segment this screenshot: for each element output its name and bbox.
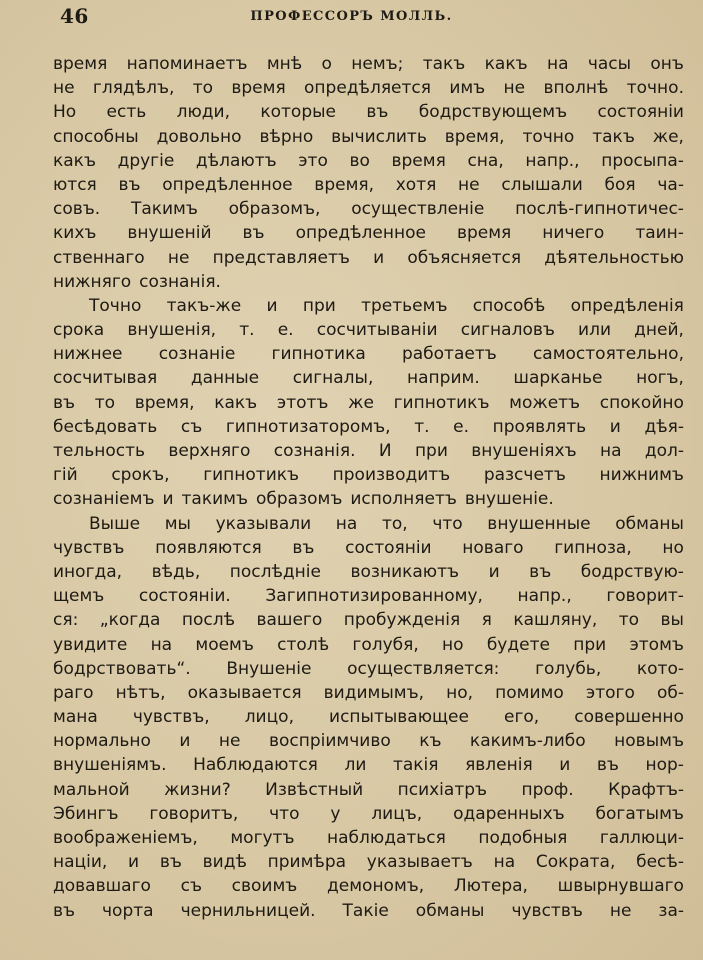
word: то,: [381, 513, 408, 534]
word: время,: [444, 126, 505, 147]
word: указываетъ: [366, 852, 473, 873]
word: и: [609, 416, 621, 437]
text-line: [53, 197, 684, 221]
word: вполнѣ: [543, 78, 609, 99]
word: довавшаго: [53, 876, 151, 897]
word: Эбингъ: [53, 803, 119, 824]
word: образомъ,: [228, 199, 321, 220]
word: бодрствую-: [580, 561, 684, 582]
word: послѣдніе: [229, 561, 321, 582]
word: напр.,: [525, 150, 580, 171]
word: и: [488, 561, 500, 582]
word: таин-: [635, 223, 684, 244]
word: щемъ: [53, 586, 105, 607]
text-line: [53, 729, 684, 753]
word: Выше: [89, 513, 141, 534]
word: послѣ-гипнотичес-: [515, 199, 684, 220]
word: дѣлаютъ: [195, 150, 277, 171]
word: данные: [190, 368, 260, 389]
word: на: [493, 852, 516, 873]
word: въ: [118, 174, 141, 195]
text-line: [53, 173, 684, 197]
word: этого: [585, 682, 635, 703]
word: что: [269, 803, 300, 824]
word: довольно: [156, 126, 242, 147]
word: на: [150, 634, 173, 655]
word: т.: [414, 416, 430, 437]
word: то: [94, 392, 116, 413]
word: психіатръ: [397, 779, 488, 800]
word: внушеніямъ.: [53, 755, 167, 776]
word: ственнаго: [53, 247, 145, 268]
word: и: [128, 852, 140, 873]
text-line: [53, 657, 684, 681]
word: же: [348, 392, 374, 413]
word: возникаютъ: [350, 561, 460, 582]
page-number: 46: [60, 4, 89, 28]
text-line: [53, 753, 684, 777]
text-line: [53, 125, 684, 149]
word: точно: [522, 126, 575, 147]
word: при: [302, 295, 336, 316]
word: лицо,: [244, 707, 294, 728]
word: же,: [652, 126, 684, 147]
word: время,: [134, 392, 195, 413]
word: вѣрно: [259, 126, 314, 147]
text-line: [53, 778, 684, 802]
word: за-: [658, 900, 684, 921]
word: говоритъ,: [149, 803, 239, 824]
text-line: [53, 415, 684, 439]
word: ли: [344, 755, 367, 776]
text-line: [53, 899, 684, 923]
word: проф.: [521, 779, 574, 800]
word: тельность: [53, 441, 146, 461]
word: какимъ-либо: [469, 731, 586, 752]
word: не: [218, 731, 241, 752]
text-line: [53, 149, 684, 173]
word: этомъ: [629, 634, 684, 655]
word: нижнимъ: [599, 465, 684, 486]
text-line: [53, 76, 684, 100]
word: обманы: [415, 900, 485, 921]
word: мальной: [53, 779, 130, 800]
word: этотъ: [276, 392, 329, 413]
text-line: [53, 439, 684, 463]
word: голубь,: [535, 658, 602, 679]
word: шарканье: [513, 368, 603, 389]
word: и: [373, 247, 385, 268]
word: въ: [159, 852, 182, 873]
word: часы: [587, 54, 632, 74]
word: т.: [239, 320, 255, 341]
word: могутъ: [230, 828, 295, 848]
word: состояніи: [597, 102, 684, 123]
word: об-: [656, 682, 684, 703]
word: какъ: [53, 150, 96, 171]
word: чернильницей.: [180, 900, 316, 921]
word: проявлять: [492, 416, 587, 437]
word: е.: [453, 416, 469, 437]
word: чорта: [102, 900, 154, 921]
word: у: [330, 803, 341, 824]
word: работаетъ: [401, 344, 497, 365]
word: кашляну,: [513, 610, 598, 631]
word: Но: [53, 102, 77, 123]
word: при: [414, 441, 448, 461]
word: И: [378, 441, 392, 461]
word: сигналы,: [292, 368, 374, 389]
word: въ: [53, 392, 76, 413]
word: раго: [53, 682, 94, 703]
word: наблюдаться: [327, 828, 446, 848]
word: вашего: [256, 610, 323, 631]
word: состояніи.: [138, 586, 231, 607]
word: опредѣляется: [304, 78, 431, 99]
word: въ: [242, 223, 265, 244]
word: бесѣдовать: [53, 416, 158, 437]
word: совъ.: [53, 199, 101, 220]
word: въ: [292, 537, 315, 558]
word: способны: [53, 126, 139, 147]
word: это: [298, 150, 328, 171]
word: сна,: [467, 150, 504, 171]
word: образомъ: [256, 489, 343, 510]
word: „когда: [99, 610, 161, 631]
word: ются: [53, 174, 97, 195]
word: въ: [529, 561, 552, 582]
word: испытывающее: [329, 707, 469, 728]
word: сознаніемъ: [53, 489, 155, 510]
word: такъ: [422, 54, 466, 74]
word: пробужденія: [343, 610, 461, 631]
word: сознанія.: [139, 271, 221, 292]
word: чувствъ,: [132, 707, 210, 728]
word: самостоятельно,: [532, 344, 684, 365]
text-line: [53, 463, 684, 487]
word: видимымъ,: [323, 682, 425, 703]
word: исполняетъ: [350, 489, 457, 510]
word: не: [609, 900, 632, 921]
word: новымъ: [614, 731, 684, 752]
word: внушеній: [127, 223, 212, 244]
word: богатымъ: [595, 803, 684, 824]
word: на: [335, 513, 358, 534]
word: иногда,: [53, 561, 123, 582]
word: ся:: [53, 610, 79, 631]
text-line: [53, 52, 684, 76]
word: слышали: [501, 174, 583, 195]
text-line: [53, 487, 684, 511]
word: просыпа-: [601, 150, 684, 171]
word: гипноза,: [554, 537, 632, 558]
word: такія: [392, 755, 439, 776]
text-line: [53, 366, 684, 390]
word: немъ;: [351, 54, 404, 74]
word: срокъ,: [111, 465, 170, 486]
word: гипнотика: [271, 344, 366, 365]
word: есть: [106, 102, 147, 123]
word: осуществленіе: [351, 199, 485, 220]
word: способѣ: [472, 295, 546, 316]
word: жизни?: [164, 779, 231, 800]
word: націи,: [53, 852, 108, 873]
word: оказывается: [187, 682, 302, 703]
word: внушенные: [487, 513, 591, 534]
word: вычислить: [331, 126, 427, 147]
text-line: [53, 874, 684, 898]
word: Такіе: [342, 900, 389, 921]
word: гипнотикъ: [393, 392, 490, 413]
word: другіе: [117, 150, 175, 171]
word: Точно: [89, 295, 142, 316]
word: люди,: [176, 102, 230, 123]
word: кихъ: [53, 223, 97, 244]
text-line: [53, 536, 684, 560]
word: е.: [277, 320, 294, 341]
word: на: [599, 441, 622, 461]
word: не: [53, 78, 75, 99]
word: нѣтъ,: [115, 682, 166, 703]
word: не: [458, 174, 480, 195]
word: напр.,: [517, 586, 572, 607]
word: время: [456, 223, 512, 244]
word: обманы: [615, 513, 684, 534]
word: которые: [260, 102, 336, 123]
word: что: [432, 513, 463, 534]
word: послѣ: [181, 610, 235, 631]
word: сигналовъ: [460, 320, 555, 341]
text-line: [53, 850, 684, 874]
word: время: [53, 54, 108, 74]
word: во: [349, 150, 370, 171]
text-line: [53, 681, 684, 705]
word: Внушеніе: [226, 658, 312, 679]
word: производитъ: [332, 465, 451, 486]
word: помимо: [495, 682, 564, 703]
word: не: [503, 78, 526, 99]
word: и: [162, 489, 174, 510]
word: новаго: [462, 537, 524, 558]
word: въ: [53, 900, 76, 921]
word: вы: [660, 610, 684, 631]
text-line: [53, 802, 684, 826]
word: то: [618, 610, 640, 631]
word: своимъ: [231, 876, 298, 897]
word: швырнувшаго: [557, 876, 684, 897]
word: указывали: [215, 513, 312, 534]
word: воспріимчиво: [268, 731, 391, 752]
word: точно.: [626, 78, 684, 99]
text-line: [53, 294, 684, 318]
word: воображеніемъ,: [53, 828, 198, 848]
word: чувствъ: [53, 537, 125, 558]
word: нормально: [53, 731, 151, 752]
word: чувствъ: [511, 900, 583, 921]
word: бодрствующемъ: [418, 102, 568, 123]
word: опредѣленное: [295, 223, 426, 244]
word: появляются: [155, 537, 262, 558]
word: имъ: [449, 78, 486, 99]
word: сосчитывая: [53, 368, 158, 389]
word: Такимъ: [130, 199, 198, 220]
word: нижняго: [53, 271, 132, 292]
word: дол-: [644, 441, 684, 461]
text-line: [53, 560, 684, 584]
word: при: [573, 634, 607, 655]
word: наприм.: [407, 368, 480, 389]
word: Извѣстный: [265, 779, 364, 800]
text-line: [53, 608, 684, 632]
word: я: [481, 610, 492, 631]
word: гипнотикъ: [203, 465, 300, 486]
text-line: [53, 221, 684, 245]
word: нижнее: [53, 344, 123, 365]
word: верхняго: [168, 441, 251, 461]
word: съ: [180, 876, 202, 897]
word: сознанія.: [273, 441, 356, 461]
word: представляетъ: [212, 247, 350, 268]
text-line: [53, 584, 684, 608]
word: третьемъ: [361, 295, 448, 316]
word: разсчетъ: [483, 465, 566, 486]
word: не: [167, 247, 190, 268]
word: и: [179, 731, 191, 752]
word: ча-: [657, 174, 684, 195]
word: внушеніяхъ: [471, 441, 577, 461]
word: его,: [504, 707, 540, 728]
word: сосчитываніи: [316, 320, 438, 341]
word: такъ-же: [166, 295, 242, 316]
word: подобныя: [478, 828, 568, 848]
text-line: [53, 633, 684, 657]
word: состояніи: [345, 537, 432, 558]
word: столѣ: [277, 634, 330, 655]
word: лицъ,: [371, 803, 423, 824]
word: опредѣленія: [570, 295, 684, 316]
word: къ: [419, 731, 442, 752]
word: такимъ: [181, 489, 248, 510]
word: какъ: [214, 392, 258, 413]
word: внушенія,: [127, 320, 217, 341]
word: опредѣленное: [162, 174, 293, 195]
word: голубя,: [352, 634, 419, 655]
word: дней,: [634, 320, 684, 341]
word: то: [192, 78, 214, 99]
word: вѣдь,: [151, 561, 201, 582]
word: боя: [604, 174, 636, 195]
word: дѣя-: [644, 416, 684, 437]
word: гипнотизаторомъ,: [225, 416, 391, 437]
word: но: [442, 634, 464, 655]
word: объясняется: [407, 247, 522, 268]
word: срока: [53, 320, 105, 341]
word: дѣятельностью: [544, 247, 684, 268]
body-text: [53, 52, 684, 923]
text-line: [53, 705, 684, 729]
word: увидите: [53, 634, 128, 655]
word: время: [231, 78, 286, 99]
word: о: [321, 54, 332, 74]
word: какъ: [484, 54, 528, 74]
word: Сократа,: [535, 852, 616, 873]
word: Крафтъ-: [608, 779, 684, 800]
word: галлюци-: [599, 828, 684, 848]
word: въ: [366, 102, 389, 123]
word: и: [266, 295, 278, 316]
word: совершенно: [574, 707, 684, 728]
word: нор-: [645, 755, 684, 776]
text-line: [53, 270, 684, 294]
word: гій: [53, 465, 78, 486]
word: моемъ: [195, 634, 254, 655]
word: Лютера,: [453, 876, 528, 897]
word: время: [391, 150, 446, 171]
word: или: [578, 320, 612, 341]
word: напоминаетъ: [126, 54, 248, 74]
word: мана: [53, 707, 98, 728]
word: съ: [180, 416, 203, 437]
word: одаренныхъ: [453, 803, 565, 824]
word: видѣ: [202, 852, 247, 873]
text-line: [53, 391, 684, 415]
word: бодрствовать“.: [53, 658, 191, 679]
word: на: [546, 54, 569, 74]
word: бесѣ-: [636, 852, 684, 873]
text-line: [53, 100, 684, 124]
word: примѣра: [267, 852, 347, 873]
word: осуществляется:: [347, 658, 500, 679]
text-line: [53, 342, 684, 366]
word: въ: [596, 755, 619, 776]
running-title: ПРОФЕССОРЪ МОЛЛЬ.: [250, 9, 453, 24]
word: Наблюдаются: [193, 755, 318, 776]
word: можетъ: [509, 392, 581, 413]
text-line: [53, 246, 684, 270]
word: будете: [486, 634, 550, 655]
word: демономъ,: [327, 876, 425, 897]
word: мнѣ: [266, 54, 303, 74]
word: такъ: [592, 126, 635, 147]
word: но,: [446, 682, 474, 703]
word: время,: [314, 174, 375, 195]
word: явленія: [465, 755, 533, 776]
word: хотя: [395, 174, 437, 195]
text-line: [53, 826, 684, 850]
word: ничего: [542, 223, 605, 244]
word: мы: [164, 513, 191, 534]
word: говорит-: [606, 586, 684, 607]
word: но: [662, 537, 684, 558]
word: сознаніе: [158, 344, 236, 365]
text-line: [53, 512, 684, 536]
word: ногъ,: [636, 368, 684, 389]
word: внушеніе.: [464, 489, 554, 510]
word: и: [559, 755, 571, 776]
word: кото-: [636, 658, 684, 679]
word: онъ: [650, 54, 684, 74]
word: Загипнотизированному,: [265, 586, 483, 607]
text-line: [53, 318, 684, 342]
word: спокойно: [599, 392, 684, 413]
word: глядѣлъ,: [92, 78, 175, 99]
